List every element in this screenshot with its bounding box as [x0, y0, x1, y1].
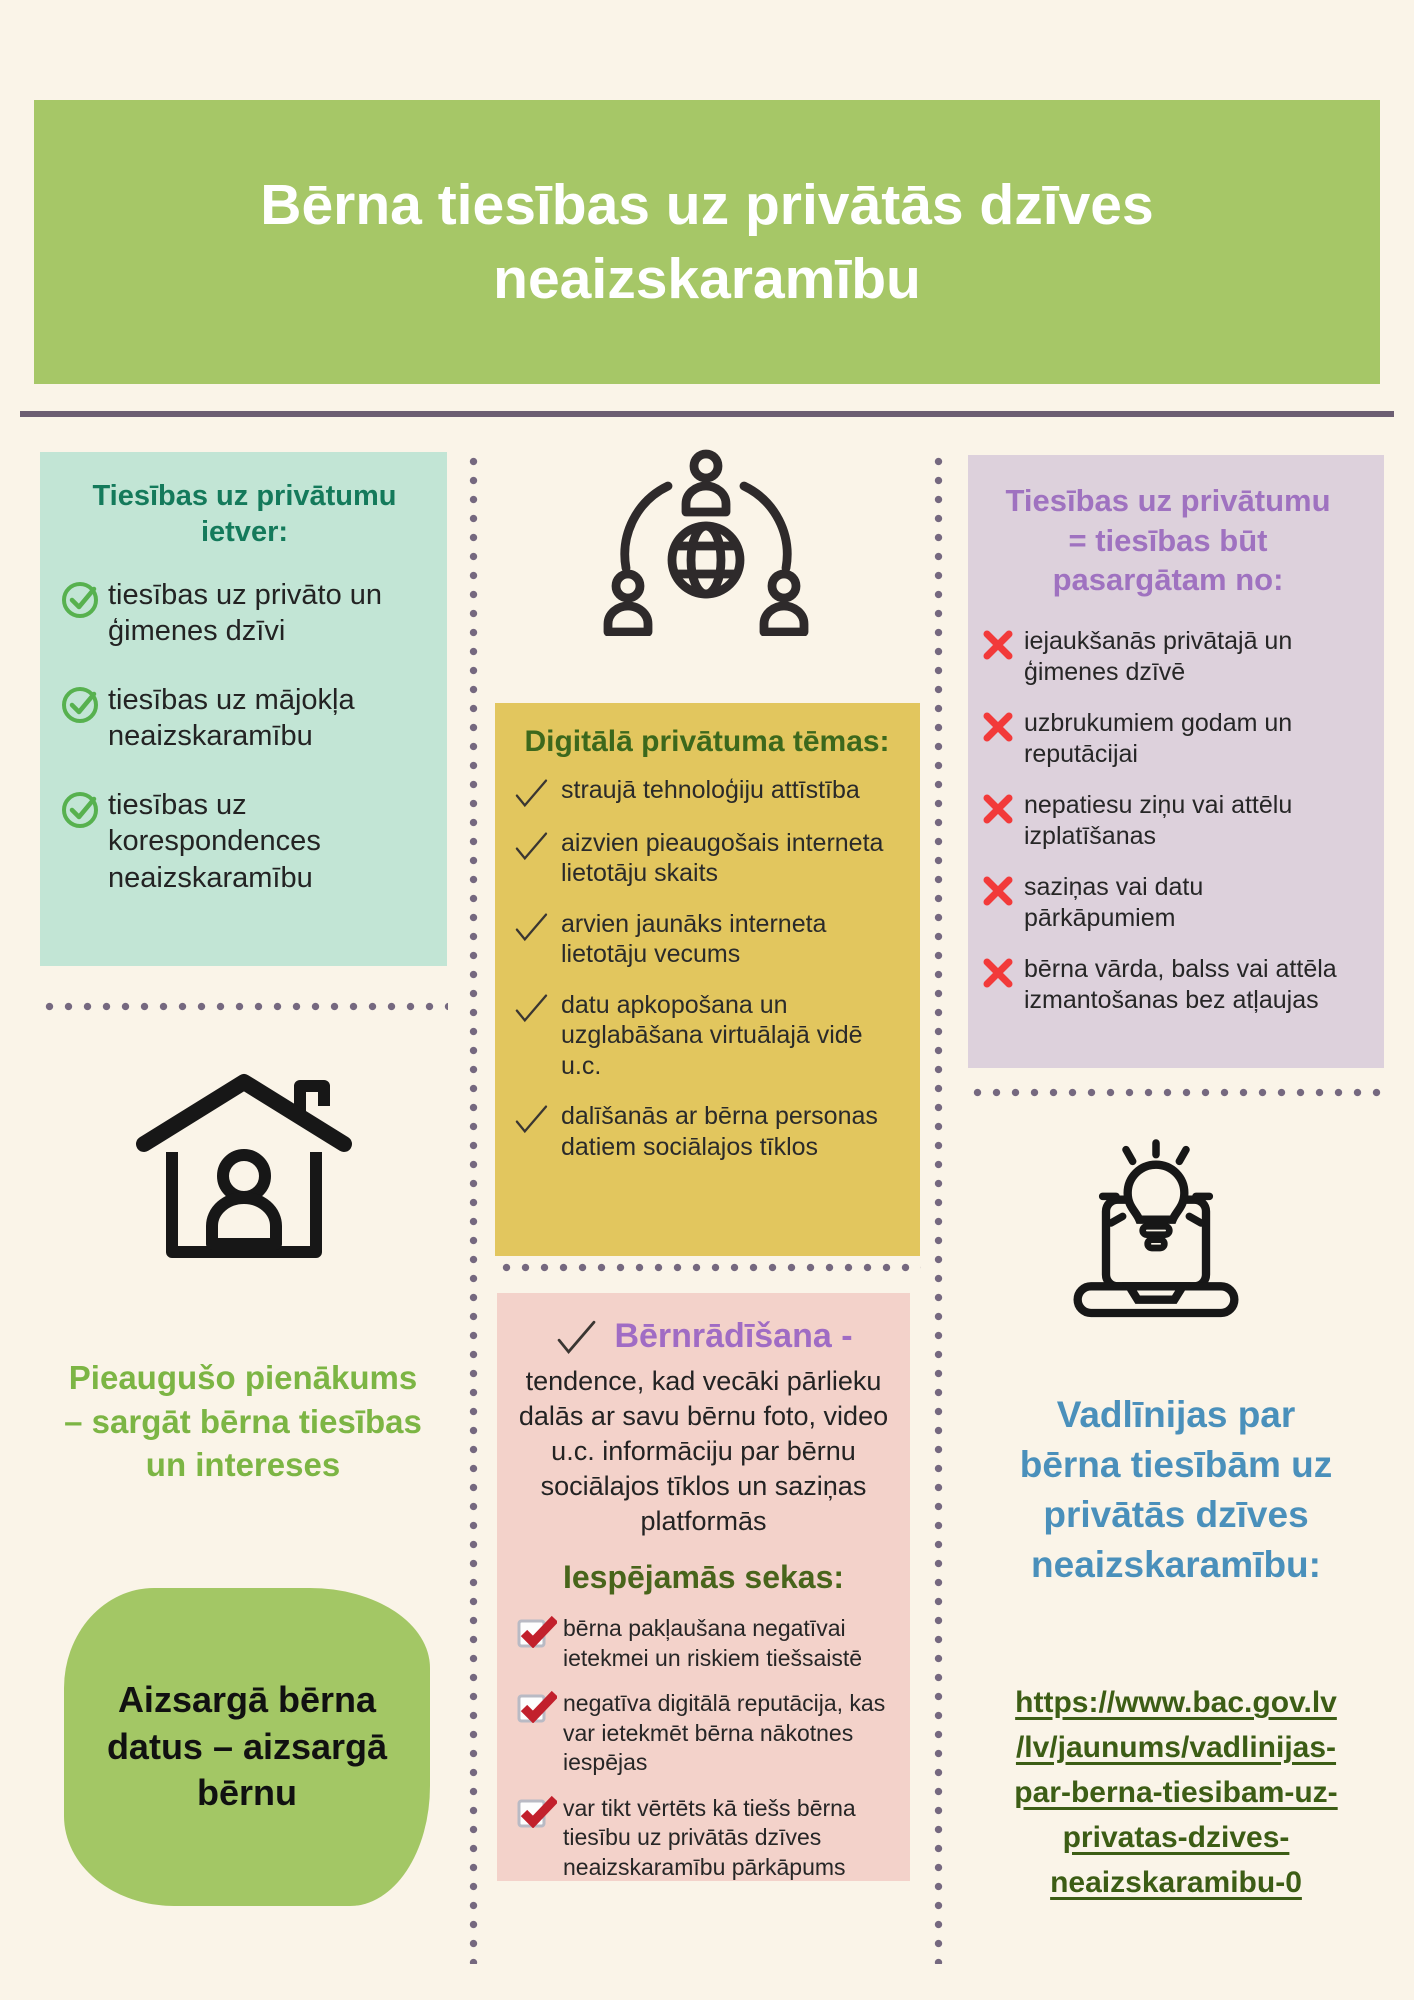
list-item-text: datu apkopošana un uzglabāšana virtuālajā vidē u.c. — [561, 990, 863, 1080]
red-x-icon — [982, 711, 1014, 743]
list-item-text: nepatiesu ziņu vai attēlu izplatīšanas — [1024, 791, 1293, 851]
red-x-icon — [982, 793, 1014, 825]
thin-check-icon — [511, 993, 551, 1023]
list-item — [982, 954, 1354, 1016]
right-section-divider — [968, 1088, 1384, 1097]
list-item-text: bērna vārda, balss vai attēla izmantošanas bez atļaujas — [1024, 955, 1337, 1015]
check-circle-icon — [58, 788, 102, 832]
list-item-text: iejaukšanās privātajā un ģimenes dzīvē — [1024, 627, 1293, 687]
list-item-text: tiesības uz mājokļa neaizskaramību — [108, 683, 355, 753]
checkbox-red-check-icon — [517, 1689, 557, 1723]
column-divider-right — [934, 452, 943, 1964]
list-item — [511, 828, 902, 889]
list-item — [58, 577, 431, 650]
check-circle-icon — [58, 683, 102, 727]
guidelines-heading: Vadlīnijas par bērna tiesībām uz privātās dzīves neaizskaramību: — [1019, 1394, 1333, 1585]
red-x-icon — [982, 629, 1014, 661]
check-circle-icon — [58, 578, 102, 622]
thin-check-icon — [554, 1319, 598, 1355]
digital-privacy-box — [495, 703, 920, 1256]
header-divider — [20, 411, 1394, 417]
list-item-text: dalīšanās ar bērna personas datiem sociālajos tīklos — [561, 1102, 878, 1161]
house-person-icon — [126, 1056, 362, 1268]
list-item — [511, 1101, 902, 1162]
list-item — [982, 708, 1354, 770]
adults-duty-text: Pieaugušo pienākums – sargāt bērna tiesības un intereses — [64, 1359, 422, 1484]
list-item-text: var tikt vērtēts kā tiešs bērna tiesību uz privātās dzīves neaizskaramību pārkāpums — [563, 1794, 856, 1880]
thin-check-icon — [511, 912, 551, 942]
laptop-idea-icon — [1056, 1138, 1256, 1338]
protect-data-blob — [64, 1588, 430, 1906]
page-title: Bērna tiesības uz privātās dzīves neaizskaramību — [260, 172, 1154, 311]
list-item — [982, 790, 1354, 852]
sharenting-definition: tendence, kad vecāki pārlieku dalās ar savu bērnu foto, video u.c. informāciju par bērnu sociālajos tīklos un saziņas platformās — [518, 1366, 889, 1537]
guidelines-link[interactable]: https://www.bac.gov.lv/lv/jaunums/vadlinijas-par-berna-tiesibam-uz-privatas-dzives-neaizskaramibu-0 — [1014, 1686, 1338, 1899]
list-item-text: uzbrukumiem godam un reputācijai — [1024, 709, 1293, 769]
thin-check-icon — [511, 831, 551, 861]
list-item — [58, 787, 431, 897]
thin-check-icon — [511, 1104, 551, 1134]
list-item-text: arvien jaunāks interneta lietotāju vecums — [561, 909, 827, 968]
list-item — [982, 872, 1354, 934]
middle-section-divider — [497, 1263, 921, 1272]
list-item — [511, 990, 902, 1082]
privacy-includes-box — [40, 452, 447, 966]
sharenting-term-row — [511, 1317, 896, 1356]
thin-check-icon — [511, 778, 551, 808]
protection-rights-box — [968, 455, 1384, 1068]
list-item — [511, 775, 902, 808]
consequences-heading: Iespējamās sekas: — [562, 1559, 845, 1596]
digital-privacy-heading: Digitālā privātuma tēmas: — [524, 725, 890, 758]
sharenting-term: Bērnrādīšana - — [614, 1317, 853, 1355]
list-item — [982, 626, 1354, 688]
list-item-text: tiesības uz korespondences neaizskaramību — [108, 788, 321, 894]
list-item — [511, 1614, 896, 1673]
list-item-text: aizvien pieaugošais interneta lietotāju skaits — [561, 828, 884, 887]
list-item — [511, 1689, 896, 1777]
checkbox-red-check-icon — [517, 1614, 557, 1648]
list-item-text: straujā tehnoloģiju attīstība — [561, 775, 860, 804]
privacy-includes-heading: Tiesības uz privātumu ietver: — [92, 480, 397, 549]
sharenting-box — [497, 1293, 910, 1881]
red-x-icon — [982, 957, 1014, 989]
left-section-divider — [40, 1002, 448, 1011]
list-item — [58, 682, 431, 755]
column-divider-left — [469, 452, 478, 1964]
list-item-text: bērna pakļaušana negatīvai ietekmei un riskiem tiešsaistē — [563, 1615, 863, 1671]
list-item — [511, 1794, 896, 1882]
protect-data-text: Aizsargā bērna datus – aizsargā bērnu — [106, 1678, 388, 1814]
list-item — [511, 909, 902, 970]
red-x-icon — [982, 875, 1014, 907]
checkbox-red-check-icon — [517, 1794, 557, 1828]
list-item-text: saziņas vai datu pārkāpumiem — [1024, 873, 1204, 933]
header-banner — [34, 100, 1380, 384]
list-item-text: tiesības uz privāto un ģimenes dzīvi — [108, 578, 383, 648]
community-network-icon — [600, 446, 812, 636]
list-item-text: negatīva digitālā reputācija, kas var ietekmēt bērna nākotnes iespējas — [563, 1690, 886, 1776]
protection-rights-heading: Tiesības uz privātumu = tiesības būt pasargātam no: — [1005, 483, 1331, 598]
